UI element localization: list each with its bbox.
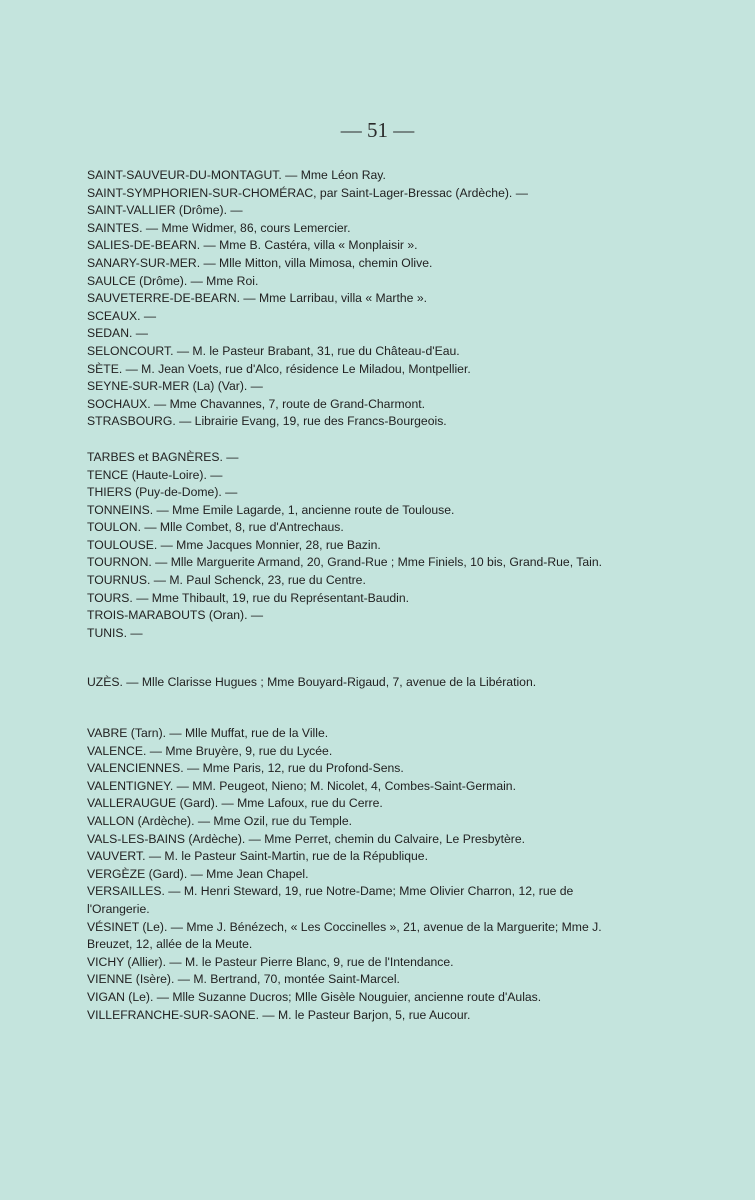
section-gap <box>87 642 622 674</box>
list-item: SCEAUX. — <box>87 308 157 323</box>
list-item: SALIES-DE-BEARN. — Mme B. Castéra, villa « Monplaisir ». <box>87 238 418 253</box>
list-item: TOULOUSE. — Mme Jacques Monnier, 28, rue Bazin. <box>87 537 381 552</box>
list-item: VABRE (Tarn). — Mlle Muffat, rue de la Ville. <box>87 726 329 741</box>
page-number: — 51 — <box>340 118 415 142</box>
list-item: SEDAN. — <box>87 326 148 341</box>
list-item: VALLERAUGUE (Gard). — Mme Lafoux, rue du Cerre. <box>87 796 383 811</box>
list-item: UZÈS. — Mlle Clarisse Hugues ; Mme Bouyard-Rigaud, 7, avenue de la Libération. <box>87 675 537 690</box>
list-item: SOCHAUX. — Mme Chavannes, 7, route de Grand-Charmont. <box>87 396 426 411</box>
list-item: STRASBOURG. — Librairie Evang, 19, rue des Francs-Bourgeois. <box>87 414 447 429</box>
list-item: SAINTES. — Mme Widmer, 86, cours Lemercier. <box>87 220 351 235</box>
entry-group-t <box>87 449 622 643</box>
list-item: SAINT-SYMPHORIEN-SUR-CHOMÉRAC, par Saint-Lager-Bressac (Ardèche). — <box>87 185 528 200</box>
directory-listing <box>87 167 622 1024</box>
list-item: TUNIS. — <box>87 625 143 640</box>
list-item: TOULON. — Mlle Combet, 8, rue d'Antrechaus. <box>87 520 344 535</box>
list-item: VALLON (Ardèche). — Mme Ozil, rue du Temple. <box>87 814 353 828</box>
entry-group-s <box>87 167 622 431</box>
list-item: TOURNON. — Mlle Marguerite Armand, 20, Grand-Rue ; Mme Finiels, 10 bis, Grand-Rue, Tain. <box>87 555 602 570</box>
list-item: VAUVERT. — M. le Pasteur Saint-Martin, rue de la République. <box>87 849 428 864</box>
list-item: VALS-LES-BAINS (Ardèche). — Mme Perret, chemin du Calvaire, Le Presbytère. <box>87 831 526 846</box>
list-item: VALENTIGNEY. — MM. Peugeot, Nieno; M. Nicolet, 4, Combes-Saint-Germain. <box>87 778 516 793</box>
list-item: THIERS (Puy-de-Dome). — <box>87 485 238 500</box>
list-item: VERSAILLES. — M. Henri Steward, 19, rue Notre-Dame; Mme Olivier Charron, 12, rue de l'Orangerie. <box>87 884 574 916</box>
list-item: SAINT-VALLIER (Drôme). — <box>87 203 243 218</box>
list-item: SELONCOURT. — M. le Pasteur Brabant, 31, rue du Château-d'Eau. <box>87 343 460 358</box>
list-item: TROIS-MARABOUTS (Oran). — <box>87 608 264 623</box>
list-item: SAINT-SAUVEUR-DU-MONTAGUT. — Mme Léon Ray. <box>87 168 386 182</box>
list-item: SÈTE. — M. Jean Voets, rue d'Alco, résidence Le Miladou, Montpellier. <box>87 361 471 376</box>
list-item: SANARY-SUR-MER. — Mlle Mitton, villa Mimosa, chemin Olive. <box>87 255 433 270</box>
list-item: SAUVETERRE-DE-BEARN. — Mme Larribau, villa « Marthe ». <box>87 291 427 306</box>
list-item: TOURS. — Mme Thibault, 19, rue du Représentant-Baudin. <box>87 590 409 605</box>
list-item: TARBES et BAGNÈRES. — <box>87 449 239 464</box>
list-item: VÉSINET (Le). — Mme J. Bénézech, « Les Coccinelles », 21, avenue de la Marguerite; Mme J. Breuzet, 12, allée de la Meute. <box>87 919 602 952</box>
list-item: VILLEFRANCHE-SUR-SAONE. — M. le Pasteur Barjon, 5, rue Aucour. <box>87 1007 471 1022</box>
list-item: VALENCE. — Mme Bruyère, 9, rue du Lycée. <box>87 743 333 758</box>
list-item: TONNEINS. — Mme Emile Lagarde, 1, ancienne route de Toulouse. <box>87 502 455 517</box>
list-item: TOURNUS. — M. Paul Schenck, 23, rue du Centre. <box>87 573 366 588</box>
list-item: VIGAN (Le). — Mlle Suzanne Ducros; Mlle Gisèle Nouguier, ancienne route d'Aulas. <box>87 989 542 1004</box>
list-item: VIENNE (Isère). — M. Bertrand, 70, montée Saint-Marcel. <box>87 972 400 987</box>
section-gap <box>87 692 622 725</box>
list-item: SEYNE-SUR-MER (La) (Var). — <box>87 379 263 394</box>
list-item: SAULCE (Drôme). — Mme Roi. <box>87 273 259 288</box>
list-item: VALENCIENNES. — Mme Paris, 12, rue du Profond-Sens. <box>87 761 404 776</box>
entry-group-u <box>87 674 622 692</box>
list-item: VICHY (Allier). — M. le Pasteur Pierre Blanc, 9, rue de l'Intendance. <box>87 954 454 969</box>
list-item: TENCE (Haute-Loire). — <box>87 467 223 482</box>
section-gap <box>87 431 622 449</box>
entry-group-v <box>87 725 622 1024</box>
list-item: VERGÈZE (Gard). — Mme Jean Chapel. <box>87 866 309 881</box>
